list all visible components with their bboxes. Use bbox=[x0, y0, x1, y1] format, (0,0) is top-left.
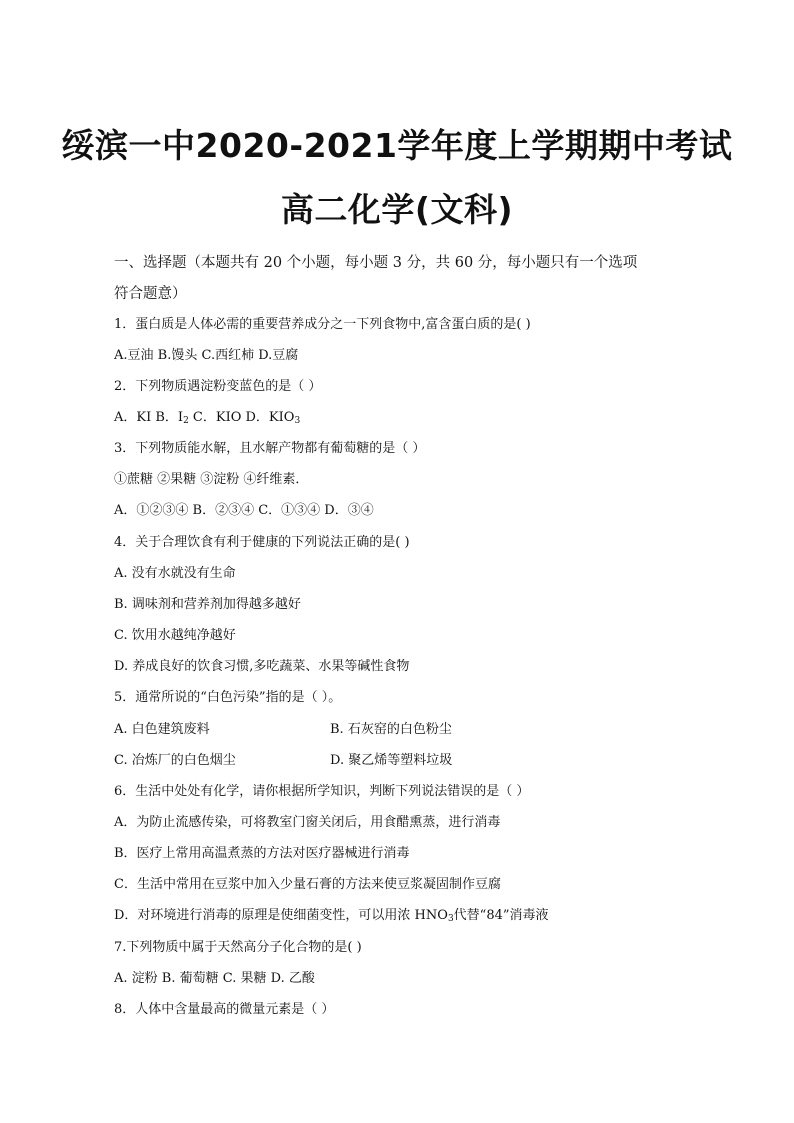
question-6-option-c: C．生活中常用在豆浆中加入少量石膏的方法来使豆浆凝固制作豆腐 bbox=[114, 877, 501, 892]
question-5-option-a: A. 白色建筑废料 bbox=[114, 722, 210, 737]
question-6-option-d bbox=[114, 907, 549, 928]
option-text: D．对环境进行消毒的原理是使细菌变性，可以用浓 HNO bbox=[114, 908, 448, 923]
option-text: C．KIO D．KIO bbox=[188, 410, 295, 425]
question-3: 3．下列物质能水解，且水解产物都有葡萄糖的是（ ） bbox=[114, 441, 426, 456]
question-4-option-a: A. 没有水就没有生命 bbox=[114, 566, 236, 581]
question-1: 1．蛋白质是人体必需的重要营养成分之一下列食物中,富含蛋白质的是( ) bbox=[114, 317, 531, 332]
question-7-options: A. 淀粉 B. 葡萄糖 C. 果糖 D. 乙酸 bbox=[114, 971, 315, 986]
question-4-option-d: D. 养成良好的饮食习惯,多吃蔬菜、水果等碱性食物 bbox=[114, 659, 410, 674]
question-8: 8．人体中含量最高的微量元素是（ ） bbox=[114, 1002, 335, 1017]
question-5-row-2 bbox=[114, 752, 594, 770]
exam-subtitle: 高二化学(文科) bbox=[280, 190, 514, 229]
subscript: 2 bbox=[183, 416, 189, 426]
question-5: 5．通常所说的“白色污染”指的是（ ）。 bbox=[114, 690, 342, 705]
section-heading-cont: 符合题意） bbox=[114, 286, 187, 302]
question-2: 2．下列物质遇淀粉变蓝色的是（ ） bbox=[114, 379, 322, 394]
question-6-option-a: A．为防止流感传染，可将教室门窗关闭后，用食醋熏蒸，进行消毒 bbox=[114, 815, 501, 830]
question-4-option-c: C. 饮用水越纯净越好 bbox=[114, 628, 236, 643]
question-1-options: A.豆油 B.馒头 C.西红柿 D.豆腐 bbox=[114, 348, 299, 363]
question-5-option-d: D. 聚乙烯等塑料垃圾 bbox=[330, 753, 453, 768]
section-heading: 一、选择题（本题共有 20 个小题，每小题 3 分，共 60 分，每小题只有一个选项 bbox=[114, 255, 638, 271]
question-3-items: ①蔗糖 ②果糖 ③淀粉 ④纤维素． bbox=[114, 472, 309, 487]
exam-title: 绥滨一中2020-2021学年度上学期期中考试 bbox=[61, 126, 733, 165]
question-4: 4．关于合理饮食有利于健康的下列说法正确的是( ) bbox=[114, 535, 410, 550]
question-6-option-b: B．医疗上常用高温煮蒸的方法对医疗器械进行消毒 bbox=[114, 846, 410, 861]
question-7: 7.下列物质中属于天然高分子化合物的是( ) bbox=[114, 940, 362, 955]
question-2-options bbox=[114, 409, 300, 430]
question-4-option-b: B. 调味剂和营养剂加得越多越好 bbox=[114, 597, 301, 612]
question-5-option-c: C. 冶炼厂的白色烟尘 bbox=[114, 753, 236, 768]
question-3-options: A．①②③④ B．②③④ C．①③④ D．③④ bbox=[114, 503, 374, 518]
question-5-row-1 bbox=[114, 721, 594, 739]
subscript: 3 bbox=[447, 914, 454, 924]
question-6: 6．生活中处处有化学，请你根据所学知识，判断下列说法错误的是（ ） bbox=[114, 784, 530, 799]
subscript: 3 bbox=[294, 416, 301, 426]
option-text: 代替“84”消毒液 bbox=[453, 908, 549, 923]
option-text: A．KI B．I bbox=[114, 410, 184, 425]
question-5-option-b: B. 石灰窑的白色粉尘 bbox=[330, 722, 452, 737]
